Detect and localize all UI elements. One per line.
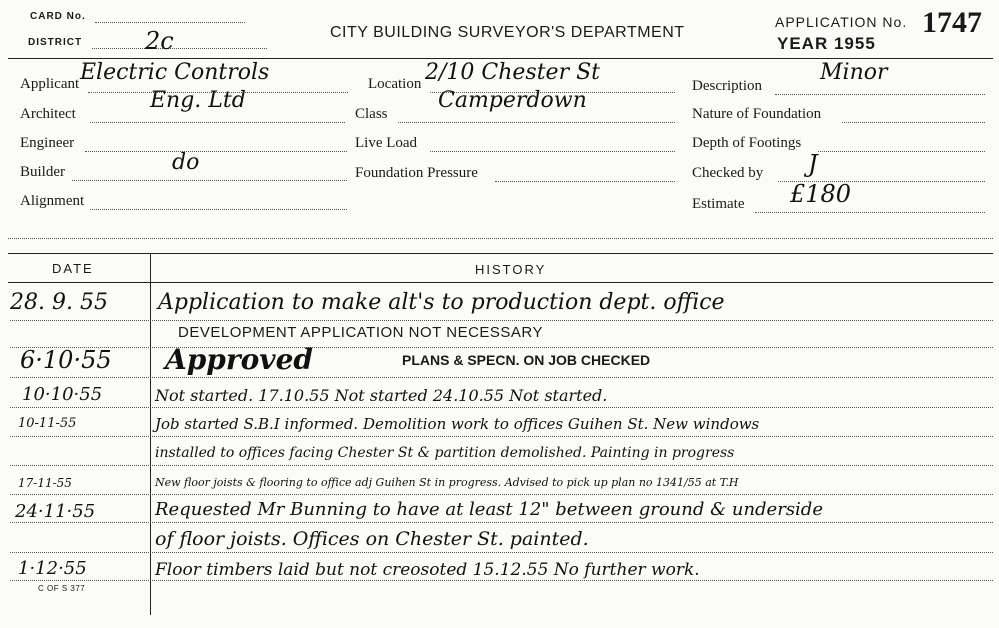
history-date: 10-11-55	[18, 416, 77, 431]
alignment-line	[90, 209, 347, 210]
history-top-rule	[8, 253, 993, 254]
development-stamp: DEVELOPMENT APPLICATION NOT NECESSARY	[178, 324, 543, 341]
history-date: 24·11·55	[15, 501, 96, 522]
history-date: 1·12·55	[18, 558, 87, 579]
form-code: C OF S 377	[38, 584, 86, 593]
district-line	[92, 48, 267, 49]
live-load-label: Live Load	[355, 135, 418, 151]
class-line	[398, 122, 675, 123]
history-entry: Job started S.B.I informed. Demolition work to offices Guihen St. New windows	[155, 415, 760, 433]
live-load-line	[430, 151, 675, 152]
department-title: CITY BUILDING SURVEYOR'S DEPARTMENT	[330, 24, 685, 41]
engineer-line	[85, 151, 347, 152]
history-date: 28. 9. 55	[10, 290, 108, 315]
district-value: 2c	[145, 27, 174, 55]
history-line	[10, 522, 993, 523]
location-value: 2/10 Chester St	[425, 60, 600, 85]
applicant-value: Electric Controls	[80, 60, 270, 85]
foundation-pressure-label: Foundation Pressure	[355, 165, 478, 181]
history-line	[10, 465, 993, 466]
foundation-pressure-line	[495, 181, 675, 182]
history-line	[10, 320, 993, 321]
location-label: Location	[368, 76, 422, 92]
plans-checked-stamp: PLANS & SPECN. ON JOB CHECKED	[402, 352, 651, 368]
history-line	[10, 494, 993, 495]
applicant-label: Applicant	[20, 76, 80, 92]
year-label: YEAR 1955	[777, 34, 876, 53]
history-entry: New floor joists & flooring to office adj Guihen St in progress. Advised to pick up plan no 1341/55 at T.H	[155, 476, 739, 489]
description-value: Minor	[820, 60, 888, 85]
depth-of-footings-label: Depth of Footings	[692, 135, 802, 151]
history-entry: Application to make alt's to production dept. office	[158, 290, 725, 315]
alignment-label: Alignment	[20, 193, 85, 209]
history-entry: Requested Mr Bunning to have at least 12" between ground & underside	[155, 499, 823, 520]
history-date: 6·10·55	[20, 346, 112, 374]
date-column-header: DATE	[52, 261, 94, 276]
history-line	[10, 407, 993, 408]
header-rule	[8, 58, 993, 59]
description-label: Description	[692, 78, 762, 94]
history-line	[10, 580, 993, 581]
date-column-divider	[150, 253, 151, 615]
nature-of-foundation-label: Nature of Foundation	[692, 106, 822, 122]
architect-line	[90, 122, 345, 123]
approved-signature: Approved	[165, 343, 313, 376]
history-entry: Not started. 17.10.55 Not started 24.10.55 Not started.	[155, 386, 608, 405]
application-number: 1747	[922, 6, 982, 39]
history-date: 10·10·55	[22, 384, 103, 405]
district-label: DISTRICT	[28, 37, 83, 48]
card-no-line	[95, 22, 245, 23]
history-column-header: HISTORY	[475, 262, 547, 277]
checked-by-label: Checked by	[692, 165, 764, 181]
nature-line	[842, 122, 985, 123]
checked-by-value: J	[808, 150, 818, 178]
card-no-label: CARD No.	[30, 11, 86, 22]
history-header-rule	[8, 282, 993, 283]
engineer-label: Engineer	[20, 135, 75, 151]
history-line	[10, 552, 993, 553]
history-entry: of floor joists. Offices on Chester St. painted.	[155, 528, 589, 550]
applicant-value-continued: Eng. Ltd	[150, 88, 246, 113]
history-line	[10, 347, 993, 348]
history-line	[10, 377, 993, 378]
architect-label: Architect	[20, 106, 76, 122]
estimate-label: Estimate	[692, 196, 745, 212]
class-label: Class	[355, 106, 388, 122]
description-line	[775, 94, 985, 95]
fields-bottom-line	[8, 238, 993, 239]
depth-line	[818, 151, 985, 152]
builder-label: Builder	[20, 164, 65, 180]
history-line	[10, 436, 993, 437]
builder-line	[72, 180, 347, 181]
builder-value: do	[172, 150, 200, 175]
history-entry: Floor timbers laid but not creosoted 15.12.55 No further work.	[155, 560, 700, 580]
estimate-value: £180	[790, 180, 852, 208]
estimate-line	[755, 212, 985, 213]
history-entry: installed to offices facing Chester St & partition demolished. Painting in progress	[155, 445, 735, 461]
history-date: 17-11-55	[18, 476, 72, 490]
application-no-label: APPLICATION No.	[775, 14, 908, 30]
class-value: Camperdown	[438, 88, 587, 113]
